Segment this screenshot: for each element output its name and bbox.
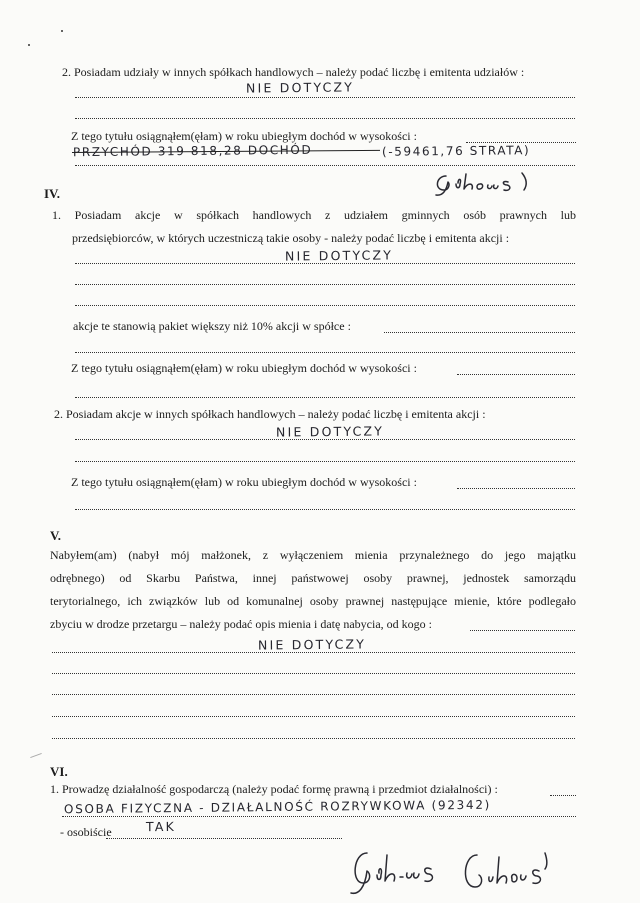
signature-right	[455, 845, 555, 900]
section-iv-heading: IV.	[44, 186, 61, 201]
dotted-line	[75, 439, 575, 440]
dotted-line	[106, 838, 342, 839]
dotted-line	[75, 352, 575, 353]
scan-speck	[61, 30, 63, 32]
shares-other-companies-answer: NIE DOTYCZY	[245, 79, 355, 96]
dotted-line	[62, 816, 576, 817]
dotted-line	[52, 694, 575, 695]
scan-speck	[28, 44, 30, 46]
property-acquired-text-line1: Nabyłem(am) (nabył mój małżonek, z wyłączeniem mienia przynależnego do jego majątku	[50, 548, 576, 562]
property-acquired-text-line2: odrębnego) od Skarbu Państwa, innej państwowej osoby prawnej, jednostek samorządu	[50, 571, 576, 585]
dotted-line	[75, 461, 575, 462]
dotted-line	[75, 397, 575, 398]
shares-municipal-question-line2: przedsiębiorców, w których uczestniczą takie osoby - należy podać liczbę i emitenta akcji :	[72, 231, 510, 245]
dotted-line	[384, 332, 575, 333]
dotted-line	[457, 488, 575, 489]
section-vi-heading: VI.	[50, 764, 68, 779]
shares-income-label: Z tego tytułu osiągnąłem(ęłam) w roku ubiegłym dochód w wysokości :	[71, 129, 417, 143]
shares-other-income-label: Z tego tytułu osiągnąłem(ęłam) w roku ubiegłym dochód w wysokości :	[71, 475, 417, 489]
dotted-line	[470, 630, 575, 631]
dotted-line	[457, 374, 575, 375]
shares-municipal-question-line1: 1. Posiadam akcje w spółkach handlowych z udziałem gminnych osób prawnych lub	[52, 208, 576, 222]
property-acquired-text-line4: zbyciu w drodze przetargu – należy podać opis mienia i datę nabycia, od kogo :	[50, 617, 432, 631]
dotted-line	[75, 118, 575, 119]
personally-label: - osobiście	[60, 825, 112, 839]
dotted-line	[52, 652, 575, 653]
personally-answer: TAK	[145, 818, 177, 835]
shares-packet-label: akcje te stanowią pakiet większy niż 10% akcji w spółce :	[73, 319, 351, 333]
initials-signature	[430, 168, 550, 198]
dotted-line	[75, 284, 575, 285]
shares-municipal-income-label: Z tego tytułu osiągnąłem(ęłam) w roku ubiegłym dochód w wysokości :	[71, 361, 417, 375]
dotted-line	[75, 97, 575, 98]
scan-mark	[30, 753, 42, 758]
dotted-line	[52, 716, 575, 717]
shares-municipal-answer: NIE DOTYCZY	[284, 247, 394, 264]
shares-income-value: (-59461,76 STRATA)	[381, 143, 531, 159]
dotted-line	[75, 165, 575, 166]
dotted-line	[75, 509, 575, 510]
dotted-line	[550, 795, 576, 796]
business-activity-answer: OSOBA FIZYCZNA - DZIAŁALNOŚĆ ROZRYWKOWA (92342)	[63, 797, 492, 817]
dotted-line	[75, 263, 575, 264]
business-activity-question: 1. Prowadzę działalność gospodarczą (należy podać formę prawną i przedmiot działalności) :	[50, 782, 498, 796]
property-acquired-text-line3: terytorialnego, ich związków lub od komunalnej osoby prawnej następujące mienie, które podlegało	[50, 594, 576, 608]
dotted-line	[75, 305, 575, 306]
signature-left	[345, 845, 440, 900]
dotted-line	[52, 738, 575, 739]
shares-income-struck-text: PRZYCHÓD 319 818,28 DOCHÓD	[72, 142, 313, 160]
shares-other-question: 2. Posiadam akcje w innych spółkach handlowych – należy podać liczbę i emitenta akcji :	[54, 407, 486, 421]
shares-other-companies-question: 2. Posiadam udziały w innych spółkach handlowych – należy podać liczbę i emitenta udziałów :	[62, 65, 525, 79]
dotted-line	[52, 673, 575, 674]
shares-other-answer: NIE DOTYCZY	[275, 423, 385, 440]
property-acquired-answer: NIE DOTYCZY	[257, 636, 367, 653]
section-v-heading: V.	[50, 528, 61, 543]
